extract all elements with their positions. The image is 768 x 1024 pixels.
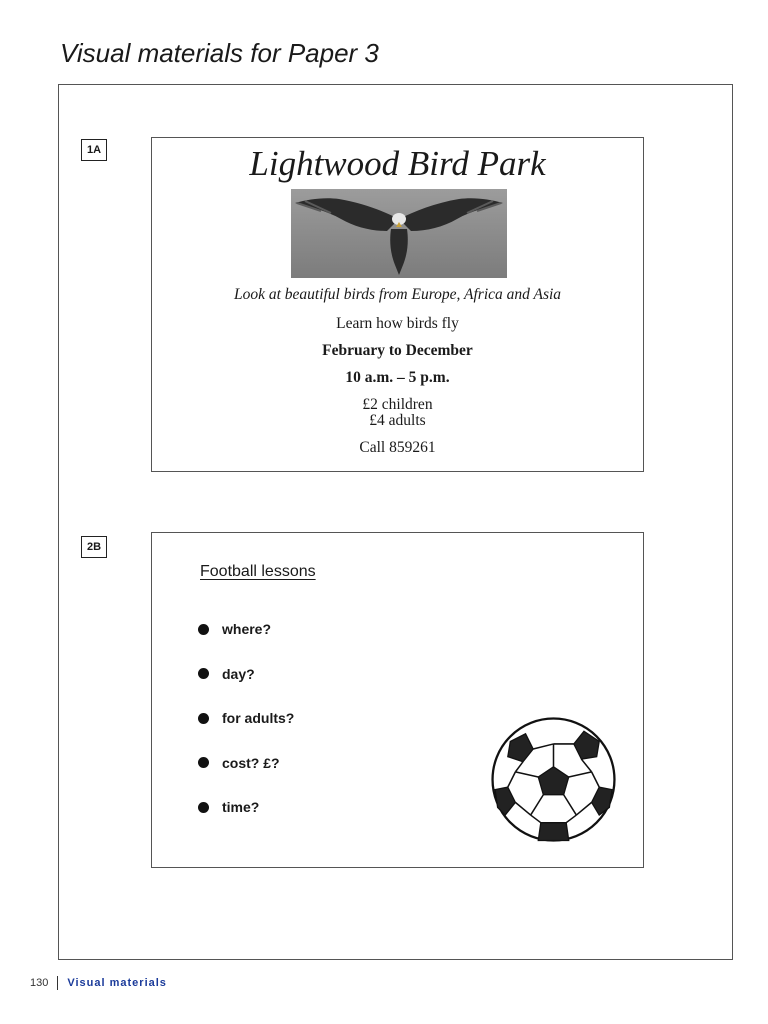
bullet-icon: [198, 757, 209, 768]
list-item: [198, 785, 294, 830]
bullet-icon: [198, 802, 209, 813]
page-number: 130: [30, 977, 49, 989]
section-tag-2b: 2B: [81, 536, 107, 558]
question-text: day?: [222, 665, 255, 682]
months-line: February to December: [322, 342, 473, 359]
hours-line: 10 a.m. – 5 p.m.: [345, 369, 450, 386]
football-icon: [490, 716, 617, 843]
intro-line: Look at beautiful birds from Europe, Africa and Asia: [233, 286, 562, 303]
footer-divider: [57, 976, 58, 990]
football-lessons-title: Football lessons: [200, 563, 316, 580]
question-list: [198, 607, 294, 830]
footer-section-title: Visual materials: [67, 977, 167, 989]
question-text: cost? £?: [222, 754, 280, 771]
bullet-icon: [198, 668, 209, 679]
question-text: time?: [222, 799, 260, 816]
bird-park-card: [151, 137, 644, 472]
bird-park-title: Lightwood Bird Park: [249, 144, 546, 183]
list-item: [198, 741, 294, 786]
question-text: for adults?: [222, 710, 295, 727]
section-tag-1a: 1A: [81, 139, 107, 161]
page-footer: [30, 976, 167, 990]
eagle-photo: [291, 189, 507, 278]
adults-price: £4 adults: [369, 412, 426, 429]
page-title: Visual materials for Paper 3: [60, 38, 379, 68]
phone-line: Call 859261: [359, 439, 436, 456]
list-item: [198, 696, 294, 741]
learn-line: Learn how birds fly: [336, 315, 459, 332]
football-lessons-card: [151, 532, 644, 868]
list-item: [198, 652, 294, 697]
list-item: [198, 607, 294, 652]
bullet-icon: [198, 624, 209, 635]
bullet-icon: [198, 713, 209, 724]
children-price: £2 children: [362, 396, 433, 413]
question-text: where?: [222, 621, 272, 638]
